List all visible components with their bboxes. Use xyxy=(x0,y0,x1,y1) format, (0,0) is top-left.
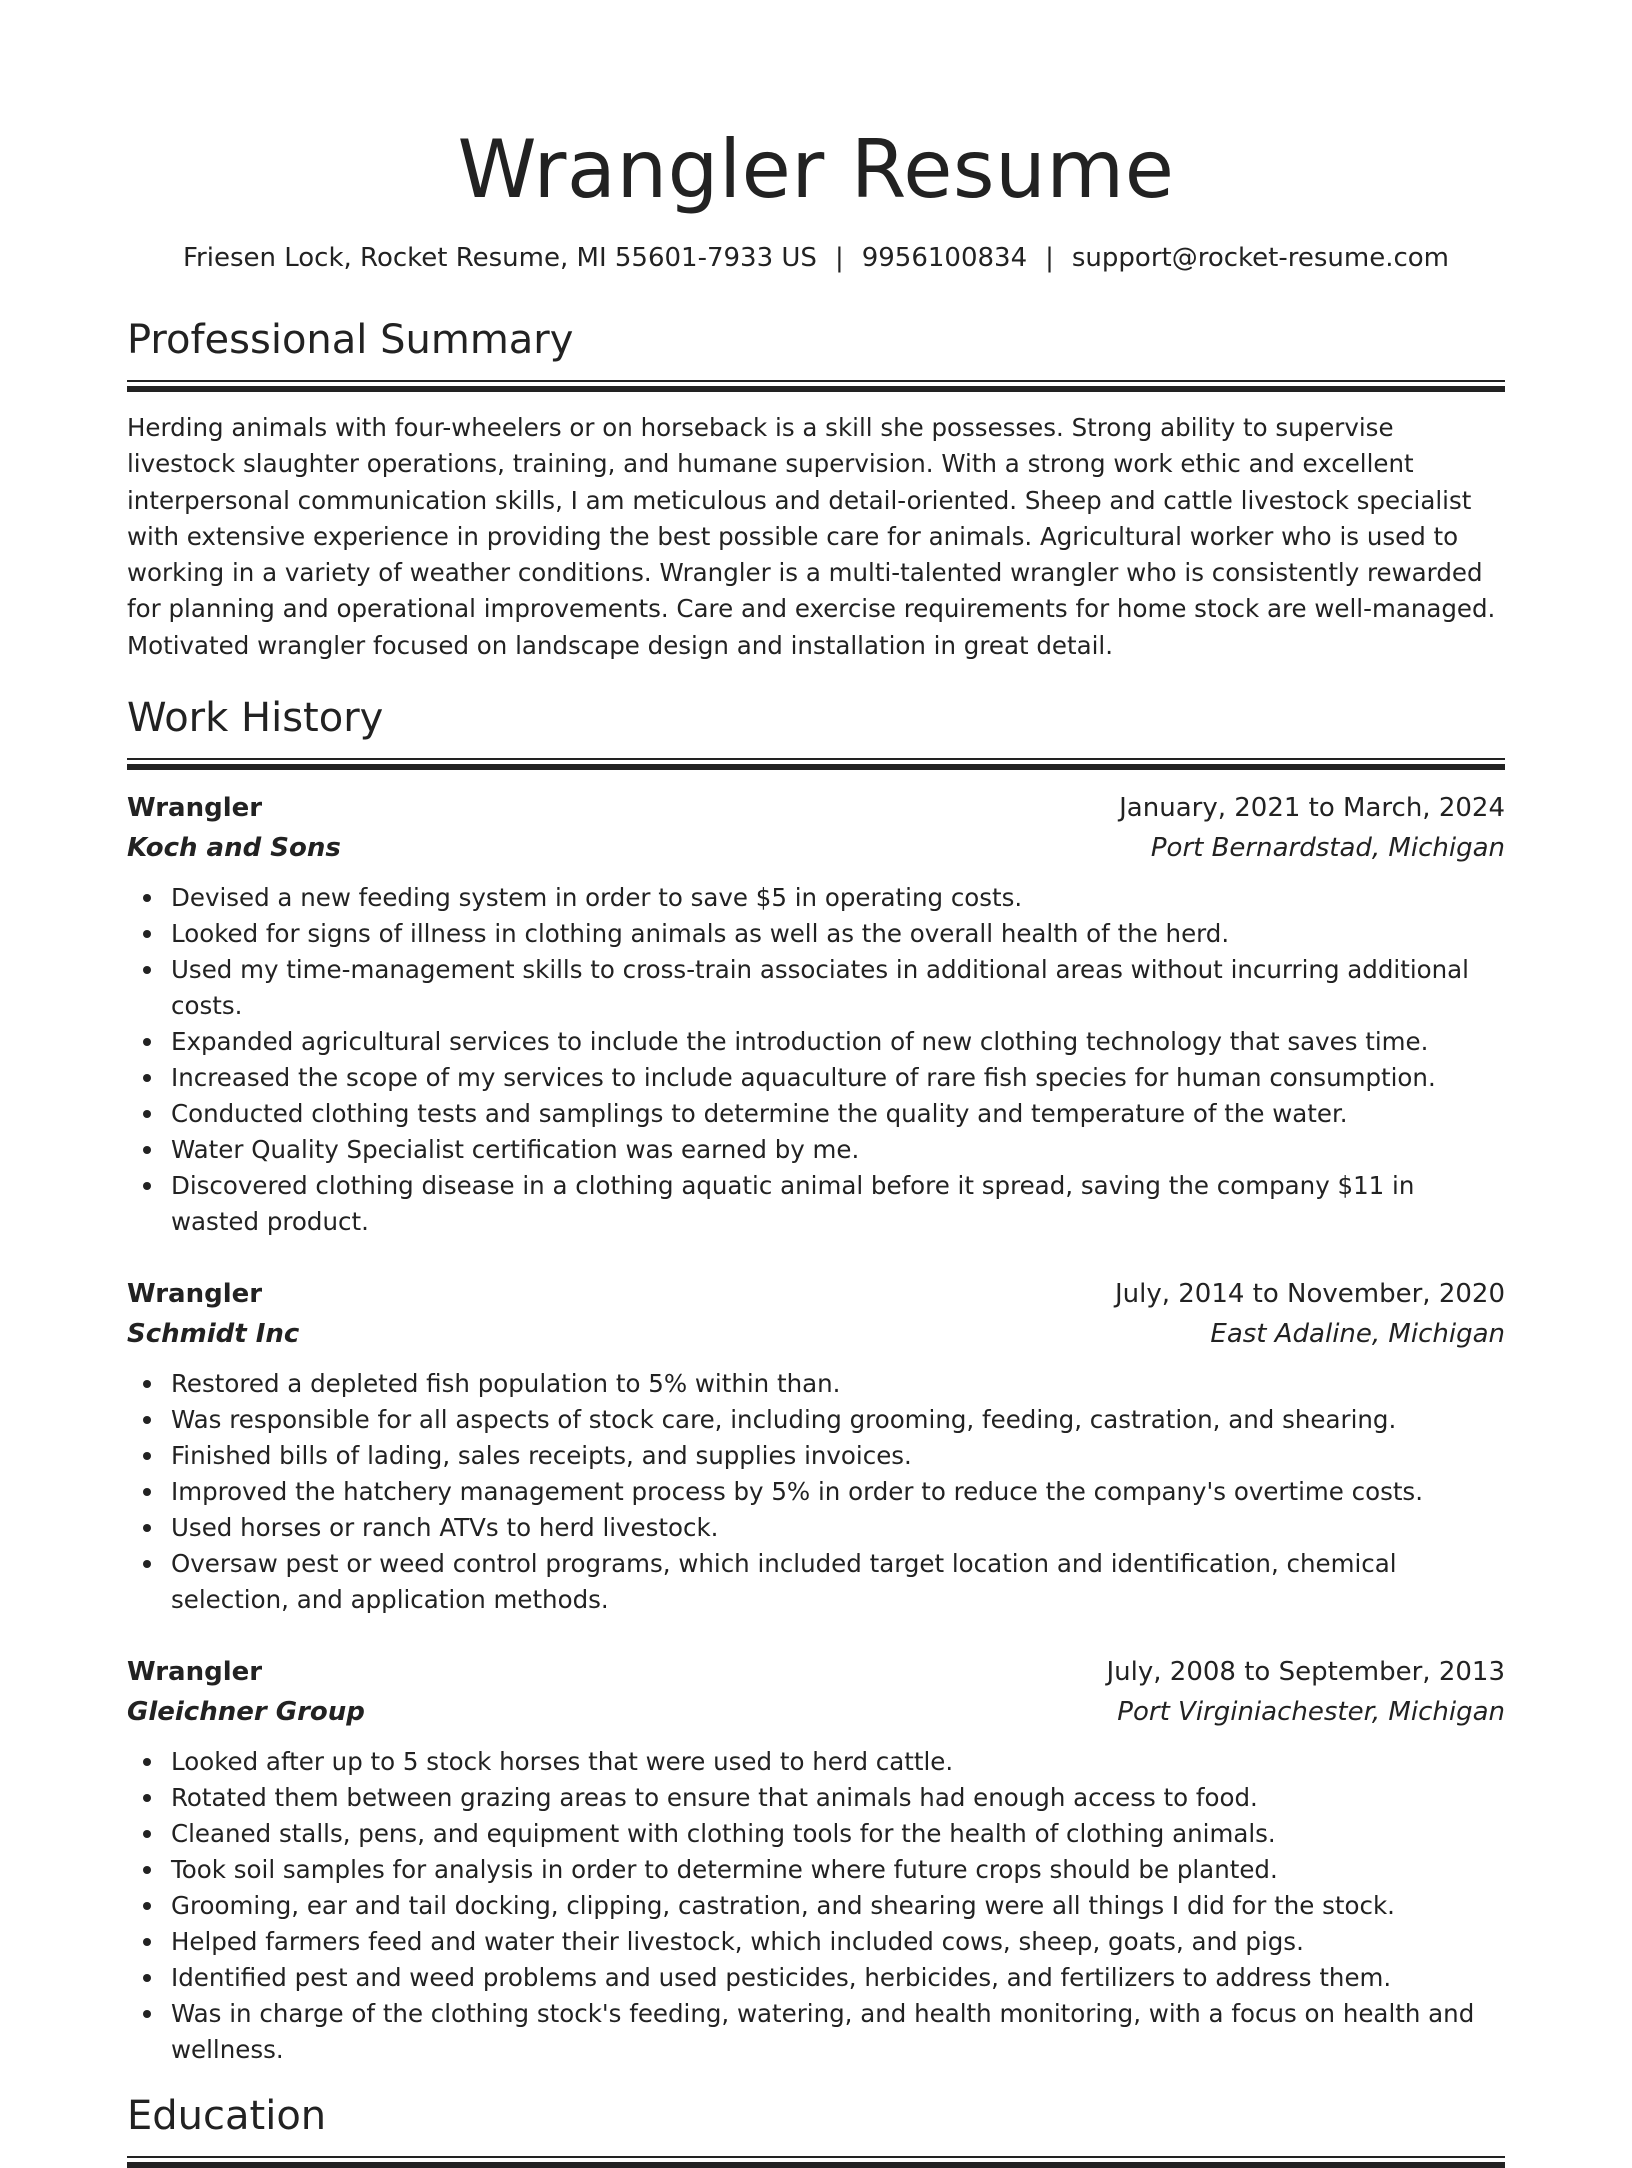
job-entry xyxy=(127,1652,1505,2068)
job-location: Port Virginiachester, Michigan xyxy=(1117,1697,1505,1728)
section-professional-summary xyxy=(127,314,1505,664)
job-bullet: Was responsible for all aspects of stock care, including grooming, feeding, castration, and shearing. xyxy=(127,1402,1505,1438)
section-divider xyxy=(127,380,1505,392)
job-bullets xyxy=(127,1366,1505,1618)
job-bullet: Expanded agricultural services to include the introduction of new clothing technology that saves time. xyxy=(127,1024,1505,1060)
section-work-history xyxy=(127,692,1505,2068)
contact-address: Friesen Lock, Rocket Resume, MI 55601-7933 US xyxy=(182,243,817,273)
section-education xyxy=(127,2090,1505,2168)
job-dates: January, 2021 to March, 2024 xyxy=(1119,793,1505,824)
job-bullet: Rotated them between grazing areas to ensure that animals had enough access to food. xyxy=(127,1780,1505,1816)
job-company-row xyxy=(127,828,1505,868)
contact-separator: | xyxy=(834,243,844,273)
job-dates: July, 2008 to September, 2013 xyxy=(1106,1657,1505,1688)
job-location: Port Bernardstad, Michigan xyxy=(1150,833,1505,864)
job-company-row xyxy=(127,1692,1505,1732)
job-header-row xyxy=(127,1274,1505,1314)
job-bullet: Was in charge of the clothing stock's feeding, watering, and health monitoring, with a focus on health and wellness. xyxy=(127,1996,1505,2068)
job-bullet: Used my time-management skills to cross-train associates in additional areas without incurring additional costs. xyxy=(127,952,1505,1024)
section-heading: Education xyxy=(127,2093,327,2140)
job-bullet: Cleaned stalls, pens, and equipment with clothing tools for the health of clothing animals. xyxy=(127,1816,1505,1852)
job-bullet: Looked for signs of illness in clothing animals as well as the overall health of the herd. xyxy=(127,916,1505,952)
job-bullet: Took soil samples for analysis in order to determine where future crops should be planted. xyxy=(127,1852,1505,1888)
job-company-row xyxy=(127,1314,1505,1354)
section-heading: Work History xyxy=(127,695,384,742)
job-bullet: Improved the hatchery management process by 5% in order to reduce the company's overtime costs. xyxy=(127,1474,1505,1510)
job-bullet: Discovered clothing disease in a clothing aquatic animal before it spread, saving the company $11 in wasted product. xyxy=(127,1168,1505,1240)
job-bullet: Increased the scope of my services to include aquaculture of rare fish species for human consumption. xyxy=(127,1060,1505,1096)
contact-email: support@rocket-resume.com xyxy=(1071,243,1449,273)
job-entry xyxy=(127,788,1505,1240)
job-bullet: Helped farmers feed and water their livestock, which included cows, sheep, goats, and pigs. xyxy=(127,1924,1505,1960)
job-title: Wrangler xyxy=(127,793,263,824)
summary-text: Herding animals with four-wheelers or on horseback is a skill she possesses. Strong ability to supervise livestock slaughter operations, training, and humane supervision. With a strong work ethic and excellent interpersonal communication skills, I am meticulous and detail-oriented. Sheep and cattle livestock specialist with extensive experience in providing the best possible care for animals. Agricultural worker who is used to working in a variety of weather conditions. Wrangler is a multi-talented wrangler who is consistently rewarded for planning and operational improvements. Care and exercise requirements for home stock are well-managed. Motivated wrangler focused on landscape design and installation in great detail. xyxy=(127,413,1496,660)
job-bullets xyxy=(127,880,1505,1240)
job-company: Koch and Sons xyxy=(127,833,341,864)
job-location: East Adaline, Michigan xyxy=(1210,1319,1505,1350)
job-header-row xyxy=(127,788,1505,828)
job-dates: July, 2014 to November, 2020 xyxy=(1114,1279,1505,1310)
section-divider xyxy=(127,758,1505,770)
job-company: Gleichner Group xyxy=(127,1697,365,1728)
job-title: Wrangler xyxy=(127,1279,263,1310)
resume-title: Wrangler Resume xyxy=(457,123,1175,216)
section-heading: Professional Summary xyxy=(127,317,574,363)
contact-phone: 9956100834 xyxy=(861,243,1028,273)
job-bullet: Devised a new feeding system in order to save $5 in operating costs. xyxy=(127,880,1505,916)
job-company: Schmidt Inc xyxy=(127,1319,300,1350)
contact-line xyxy=(127,240,1505,276)
job-bullet: Restored a depleted fish population to 5% within than. xyxy=(127,1366,1505,1402)
job-title: Wrangler xyxy=(127,1657,263,1688)
job-bullet: Grooming, ear and tail docking, clipping, castration, and shearing were all things I did for the stock. xyxy=(127,1888,1505,1924)
section-divider xyxy=(127,2156,1505,2168)
job-bullets xyxy=(127,1744,1505,2068)
job-bullet: Looked after up to 5 stock horses that were used to herd cattle. xyxy=(127,1744,1505,1780)
job-bullet: Identified pest and weed problems and used pesticides, herbicides, and fertilizers to address them. xyxy=(127,1960,1505,1996)
job-entry xyxy=(127,1274,1505,1618)
job-bullet: Oversaw pest or weed control programs, which included target location and identification, chemical selection, and application methods. xyxy=(127,1546,1505,1618)
job-header-row xyxy=(127,1652,1505,1692)
job-bullet: Used horses or ranch ATVs to herd livestock. xyxy=(127,1510,1505,1546)
job-bullet: Water Quality Specialist certification was earned by me. xyxy=(127,1132,1505,1168)
job-bullet: Conducted clothing tests and samplings to determine the quality and temperature of the water. xyxy=(127,1096,1505,1132)
job-bullet: Finished bills of lading, sales receipts, and supplies invoices. xyxy=(127,1438,1505,1474)
contact-separator: | xyxy=(1045,243,1054,273)
